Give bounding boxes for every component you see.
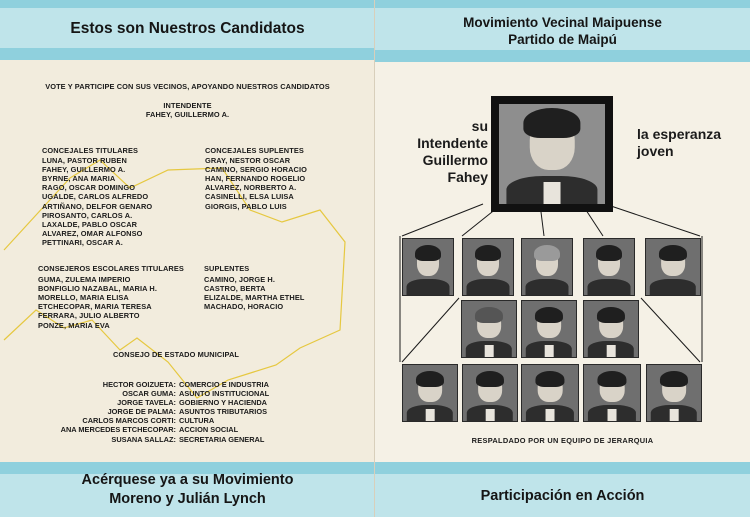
slogan-line: su bbox=[471, 118, 488, 134]
footer-line: Acérquese ya a su Movimiento bbox=[81, 472, 294, 488]
concejales-suplentes-heading: CONCEJALES SUPLENTES bbox=[205, 146, 304, 155]
list-item: ETCHECOPAR, MARIA TERESA bbox=[38, 302, 152, 312]
list-item: ARTIÑANO, DELFOR GENARO bbox=[42, 201, 153, 211]
list-item: PETTINARI, OSCAR A. bbox=[42, 237, 123, 247]
intendente-heading: INTENDENTE bbox=[163, 101, 212, 110]
member-name: SUSANA SALLAZ: bbox=[111, 434, 176, 444]
footer-line: Moreno y Julián Lynch bbox=[109, 491, 266, 507]
candidates-title: Estos son Nuestros Candidatos bbox=[70, 20, 305, 37]
list-item: HAN, FERNANDO ROGELIO bbox=[205, 174, 306, 184]
list-item: ELIZALDE, MARTHA ETHEL bbox=[204, 293, 305, 303]
team-photo bbox=[583, 364, 641, 422]
list-item: PONZE, MARIA EVA bbox=[38, 320, 110, 330]
member-name: JORGE DE PALMA: bbox=[107, 407, 176, 417]
team-photo bbox=[402, 238, 454, 296]
member-name: JORGE TAVELA: bbox=[117, 398, 176, 408]
slogan-line: Fahey bbox=[447, 169, 488, 185]
member-role: GOBIERNO Y HACIENDA bbox=[179, 398, 268, 408]
consejeros-suplentes-heading: SUPLENTES bbox=[204, 264, 250, 273]
member-role: SECRETARIA GENERAL bbox=[179, 434, 265, 444]
list-item: FERRARA, JULIO ALBERTO bbox=[38, 311, 140, 321]
team-photo bbox=[521, 238, 573, 296]
member-name: OSCAR GUMA: bbox=[122, 389, 176, 399]
member-name: ANA MERCEDES ETCHECOPAR: bbox=[60, 425, 176, 435]
title-line: Movimiento Vecinal Maipuense bbox=[463, 15, 662, 30]
slogan-line: la esperanza bbox=[637, 126, 722, 142]
team-photo bbox=[521, 300, 577, 358]
list-item: ALVAREZ, OMAR ALFONSO bbox=[42, 228, 143, 238]
mayor-candidate-photo bbox=[491, 96, 613, 212]
list-item: CASINELLI, ELSA LUISA bbox=[205, 192, 294, 202]
member-role: ACCION SOCIAL bbox=[179, 425, 239, 435]
member-name: HECTOR GOIZUETA: bbox=[102, 380, 176, 389]
list-item: CASTRO, BERTA bbox=[204, 284, 266, 294]
list-item: BONFIGLIO NAZABAL, MARIA H. bbox=[38, 284, 158, 294]
team-photo bbox=[583, 300, 639, 358]
team-photo bbox=[521, 364, 579, 422]
team-photo bbox=[462, 238, 514, 296]
list-item: LUNA, PASTOR RUBEN bbox=[42, 156, 127, 166]
title-line: Partido de Maipú bbox=[508, 32, 617, 47]
member-name: CARLOS MARCOS CORTI: bbox=[82, 416, 176, 426]
consejeros-titulares-heading: CONSEJEROS ESCOLARES TITULARES bbox=[38, 264, 184, 273]
list-item: MACHADO, HORACIO bbox=[204, 302, 284, 312]
team-photo bbox=[402, 364, 458, 422]
team-photo bbox=[646, 364, 702, 422]
member-role: ASUNTO INSTITUCIONAL bbox=[179, 389, 270, 399]
member-role: COMERCIO E INDUSTRIA bbox=[179, 380, 269, 389]
list-item: PIROSANTO, CARLOS A. bbox=[42, 210, 133, 220]
list-item: UGALDE, CARLOS ALFREDO bbox=[42, 192, 149, 202]
list-item: CAMINO, SERGIO HORACIO bbox=[205, 165, 307, 175]
concejales-titulares-heading: CONCEJALES TITULARES bbox=[42, 146, 139, 155]
team-photo bbox=[461, 300, 517, 358]
intro-text: VOTE Y PARTICIPE CON SUS VECINOS, APOYANDO NUESTROS CANDIDATOS bbox=[45, 82, 330, 91]
slogan-line: joven bbox=[637, 143, 674, 159]
list-item: MORELLO, MARIA ELISA bbox=[38, 293, 129, 303]
list-item: CAMINO, JORGE H. bbox=[204, 275, 275, 285]
list-item: GUMA, ZULEMA IMPERIO bbox=[38, 275, 131, 285]
list-item: RAGO, OSCAR DOMINGO bbox=[42, 183, 136, 193]
list-item: GIORGIS, PABLO LUIS bbox=[205, 201, 287, 211]
consejo-estado-heading: CONSEJO DE ESTADO MUNICIPAL bbox=[112, 350, 240, 359]
list-item: ALVAREZ, NORBERTO A. bbox=[205, 183, 297, 193]
list-item: GRAY, NESTOR OSCAR bbox=[205, 156, 291, 166]
list-item: BYRNE, ANA MARIA bbox=[42, 174, 116, 184]
slogan-line: Guillermo bbox=[422, 152, 488, 168]
list-item: LAXALDE, PABLO OSCAR bbox=[42, 219, 138, 229]
team-photo bbox=[645, 238, 701, 296]
slogan-line: Intendente bbox=[417, 135, 488, 151]
team-photo bbox=[462, 364, 518, 422]
member-role: CULTURA bbox=[179, 416, 215, 426]
list-item: FAHEY, GUILLERMO A. bbox=[42, 165, 126, 175]
right-footer: Participación en Acción bbox=[480, 488, 645, 504]
team-caption: RESPALDADO POR UN EQUIPO DE JERARQUIA bbox=[471, 436, 654, 445]
intendente-name: FAHEY, GUILLERMO A. bbox=[145, 110, 230, 120]
member-role: ASUNTOS TRIBUTARIOS bbox=[179, 407, 268, 417]
team-photo bbox=[583, 238, 635, 296]
